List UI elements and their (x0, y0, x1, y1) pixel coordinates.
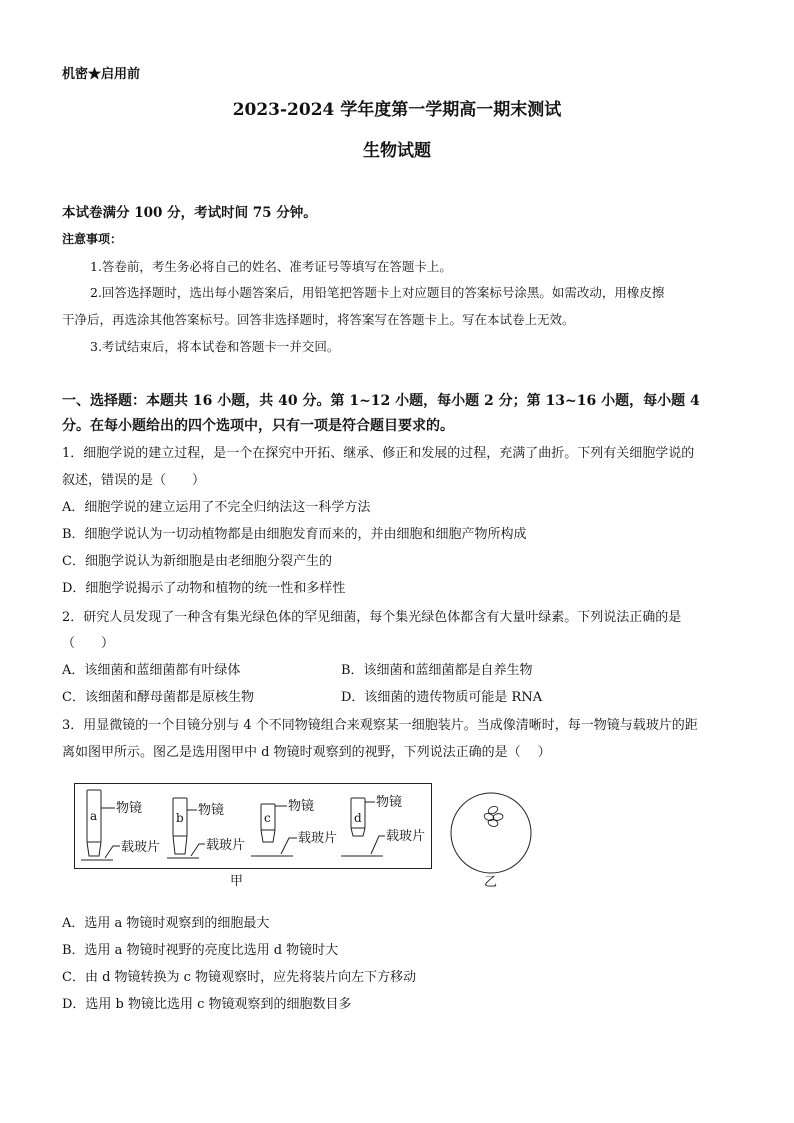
question-stem: 离如图甲所示。图乙是选用图甲中 d 物镜时观察到的视野，下列说法正确的是（ ） (62, 745, 551, 760)
confidential-label: 机密★启用前 (62, 67, 141, 82)
slide-label: 载玻片 (121, 840, 161, 855)
section-heading: 一、选择题：本题共 16 小题，共 40 分。第 1~12 小题，每小题 2 分；第 13~16 小题，每小题 4 (62, 393, 700, 409)
question-stem: 叙述，错误的是（ ） (62, 473, 206, 488)
option-a: A．细胞学说的建立运用了不完全归纳法这一科学方法 (62, 500, 371, 515)
note-item: 1.答卷前，考生务必将自己的姓名、准考证号等填写在答题卡上。 (90, 259, 452, 274)
slide-label: 载玻片 (386, 829, 426, 844)
exam-title: 2023-2024 学年度第一学期高一期末测试 (232, 100, 562, 120)
lens-letter: a (90, 809, 98, 823)
note-item: 干净后，再选涂其他答案标号。回答非选择题时，将答案写在答题卡上。写在本试卷上无效。 (62, 312, 575, 327)
section-heading: 分。在每小题给出的四个选项中，只有一项是符合题目要求的。 (62, 418, 454, 434)
question-stem: 2．研究人员发现了一种含有集光绿色体的罕见细菌，每个集光绿色体都含有大量叶绿素。下列说法正确的是 (62, 610, 682, 625)
option-a: A．该细菌和蓝细菌都有叶绿体 (62, 663, 241, 678)
lens-letter: c (264, 811, 271, 825)
objective-label: 物镜 (376, 795, 403, 810)
figure-caption-jia: 甲 (230, 874, 244, 889)
question-stem: 3．用显微镜的一个目镜分别与 4 个不同物镜组合来观察某一细胞装片。当成像清晰时，每一物镜与载玻片的距 (62, 718, 698, 733)
option-d: D．该细菌的遗传物质可能是 RNA (341, 690, 543, 705)
option-c: C．该细菌和酵母菌都是原核生物 (62, 690, 254, 705)
lens-letter: b (176, 811, 184, 825)
question-stem: （ ） (62, 636, 115, 651)
option-d: D．细胞学说揭示了动物和植物的统一性和多样性 (62, 581, 346, 596)
option-a: A．选用 a 物镜时观察到的细胞最大 (62, 916, 270, 931)
option-b: B．该细菌和蓝细菌都是自养生物 (341, 663, 533, 678)
slide-label: 载玻片 (298, 831, 338, 846)
cell-cluster (483, 805, 503, 828)
figure-caption-yi: 乙 (484, 875, 498, 890)
objective-lens-diagram (75, 784, 431, 868)
note-item: 3.考试结束后，将本试卷和答题卡一并交回。 (90, 339, 340, 354)
option-c: C．由 d 物镜转换为 c 物镜观察时，应先将装片向左下方移动 (62, 970, 417, 985)
exam-subtitle: 生物试题 (363, 141, 431, 161)
objective-label: 物镜 (288, 799, 315, 814)
notes-heading: 注意事项： (62, 232, 123, 246)
figure-jia-frame (74, 783, 432, 869)
slide-label: 载玻片 (206, 838, 246, 853)
note-item: 2.回答选择题时，选出每小题答案后，用铅笔把答题卡上对应题目的答案标号涂黑。如需改动，用橡皮擦 (90, 285, 665, 300)
option-b: B．选用 a 物镜时视野的亮度比选用 d 物镜时大 (62, 943, 339, 958)
objective-label: 物镜 (198, 803, 225, 818)
lens-letter: d (354, 811, 362, 825)
microscope-field-of-view (449, 791, 533, 875)
objective-label: 物镜 (116, 801, 143, 816)
option-b: B．细胞学说认为一切动植物都是由细胞发育而来的，并由细胞和细胞产物所构成 (62, 527, 527, 542)
option-c: C．细胞学说认为新细胞是由老细胞分裂产生的 (62, 554, 332, 569)
objective-lens-a (81, 790, 120, 860)
option-d: D．选用 b 物镜比选用 c 物镜观察到的细胞数目多 (62, 997, 352, 1012)
exam-info: 本试卷满分 100 分，考试时间 75 分钟。 (62, 205, 317, 221)
question-stem: 1．细胞学说的建立过程，是一个在探究中开拓、继承、修正和发展的过程，充满了曲折。下列有关细胞学说的 (62, 446, 695, 461)
